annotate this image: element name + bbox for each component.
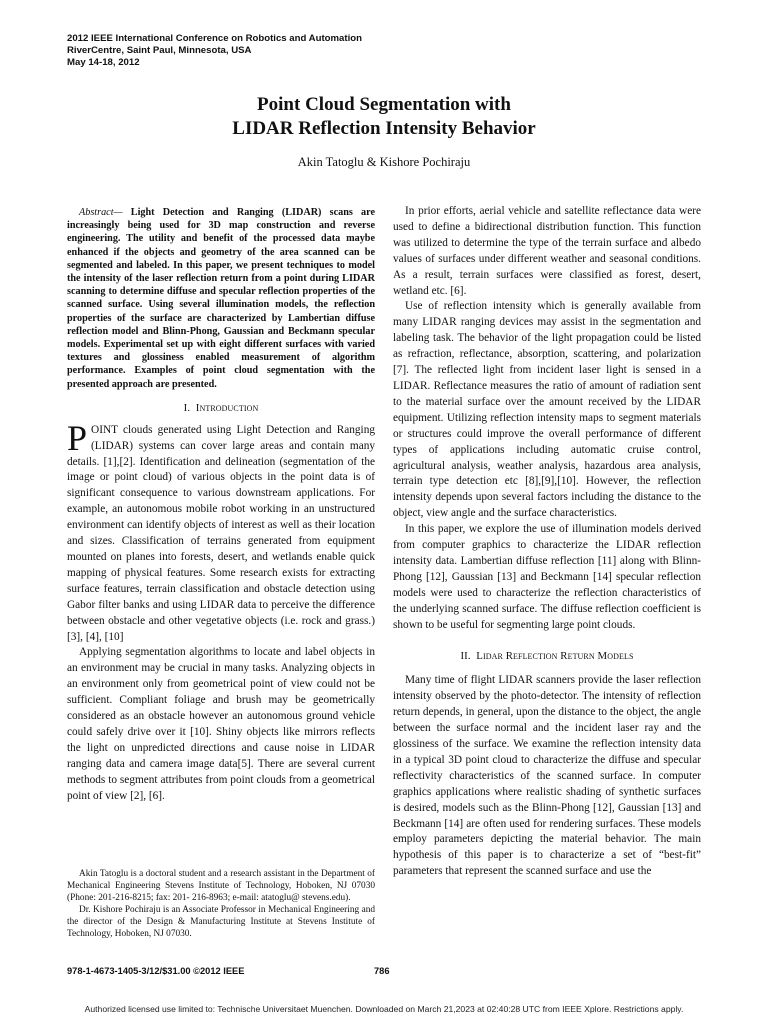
license-notice: Authorized licensed use limited to: Technische Universitaet Muenchen. Downloaded on March 21,2023 at 02:40:28 UTC from IEEE Xplore. Restrictions apply. xyxy=(84,1004,684,1014)
right-paragraph-2: Use of reflection intensity which is generally available from many LIDAR ranging devices may assist in the segmentation and labeling task. The behavior of the light propagation could be listed as refraction, reflectance, absorption, scattering, and polarization [7]. The reflected light from incident laser light is sensed in a LIDAR. Reflectance measures the ratio of amount of radiation sent to the material surface over the amount received by the LIDAR equipment. Utilizing reflection intensity maps to segment materials or structures could improve the overall performance of different types of applications including automatic cruise control, agricultural analysis, weather analysis, hazardous area analysis, terrain type detection etc [8],[9],[10]. However, the reflection intensity depends upon several factors including the distance to the object, view angle and the surface characteristics. xyxy=(393,300,701,520)
right-column xyxy=(393,204,701,880)
conference-name: 2012 IEEE International Conference on Robotics and Automation xyxy=(67,33,362,44)
section-heading-introduction xyxy=(67,401,375,417)
conference-header xyxy=(67,33,362,69)
section-title: Lidar Reflection Return Models xyxy=(476,650,634,663)
paper-title-line2: LIDAR Reflection Intensity Behavior xyxy=(232,118,536,139)
right-paragraph-1: In prior efforts, aerial vehicle and satellite reflectance data were used to define a bidirectional distribution function. This function was utilized to determine the type of the terrain surface and albedo values of surfaces under different weather and seasonal conditions. As a result, terrain surfaces were classified as forest, desert, wetland etc. [6]. xyxy=(393,205,701,297)
right-paragraph-3: In this paper, we explore the use of illumination models derived from computer graphics to characterize the LIDAR reflection intensity data. Lambertian diffuse reflection [11] along with Blinn-Phong [12], Gaussian [13] and Beckmann [14] specular reflection models were used to characterize the reflection characteristics of the underlying scanned surface. The diffuse reflection coefficient is shown to be useful for segmenting large point clouds. xyxy=(393,523,701,631)
page-number: 786 xyxy=(374,966,390,976)
conference-dates: May 14-18, 2012 xyxy=(67,57,140,68)
authors: Akin Tatoglu & Kishore Pochiraju xyxy=(297,155,471,169)
right-paragraph-4: Many time of flight LIDAR scanners provide the laser reflection intensity observed by the photo-detector. The intensity of reflection return depends, in general, upon the distance to the object, the angle between the surface normal and the incident laser ray and the glossiness of the surface. We examine the reflection intensity data in a typical 3D point cloud to characterize the diffuse and specular reflectivity characteristics of the scanned surface. In computer graphics applications where realistic shading of synthetic surfaces is desired, models such as the Blinn-Phong [12], Gaussian [13] and Beckmann [14] are often used for rendering surfaces. These models employ parameters depicting the material behavior. The main hypothesis of this paper is to characterize a set of “best-fit” parameters that represent the scanned surface and use the xyxy=(393,674,701,878)
paper-title-line1: Point Cloud Segmentation with xyxy=(257,94,511,115)
left-column xyxy=(67,206,375,805)
paper-title xyxy=(0,93,768,141)
footnote-author-1: Akin Tatoglu is a doctoral student and a research assistant in the Department of Mechanical Engineering Stevens Institute of Technology, Hoboken, NJ 07030 (Phone: 201-216-8215; fax: 201- 216-8963; e-mail: atatoglu@ stevens.edu). xyxy=(67,869,375,903)
drop-cap: P xyxy=(67,417,88,458)
section-number: II. xyxy=(460,650,471,663)
abstract-lead: Abstract— xyxy=(79,207,123,218)
footnote-author-2: Dr. Kishore Pochiraju is an Associate Professor in Mechanical Engineering and the director of the Design & Manufacturing Institute at Stevens Institute of Technology, Hoboken, NJ 07030. xyxy=(67,905,375,939)
conference-venue: RiverCentre, Saint Paul, Minnesota, USA xyxy=(67,45,252,56)
footnotes xyxy=(67,868,375,940)
isbn-copyright: 978-1-4673-1405-3/12/$31.00 ©2012 IEEE xyxy=(67,966,245,976)
section-title: Introduction xyxy=(195,401,259,414)
section-number: I. xyxy=(183,401,191,414)
section-heading-models xyxy=(393,649,701,665)
intro-paragraph-2: Applying segmentation algorithms to locate and label objects in an environment may be crucial in many tasks. Analyzing objects in an environment only from geometrical point of view could not be sufficient. Compliant foliage and brush may be geometrically considered as an obstacle however an autonomous ground vehicle could safely drive over it [10]. Shiny objects like mirrors reflects the light on unpredicted directions and cause noise in LIDAR ranging data and camera image data[5]. There are several current methods to segment attributes from point clouds from a geometrical point of view [2], [6]. xyxy=(67,646,375,802)
intro-paragraph-1-text: OINT clouds generated using Light Detection and Ranging (LIDAR) systems can cover large areas and contain many details. [1],[2]. Identification and delineation (segmentation of the image or point cloud) of various objects in the point data is of significant consequence to various downstream applications. For example, an autonomous mobile robot working in an unstructured environment can identify objects of interest as well as their location and sizes. Classification of terrains generated from equipment mounted on planes into forests, desert, and wetlands enable quick mapping of physical features. Some research exists for extracting surface features, terrain classification and obstacle detection using Gabor filter banks and using LIDAR data to perceive the difference between obstacle and other vegetative objects (i.e. rock and grass.) [3], [4], [10] xyxy=(67,423,375,643)
intro-paragraph-1 xyxy=(67,417,375,646)
abstract xyxy=(67,206,375,391)
abstract-text: Light Detection and Ranging (LIDAR) scans are increasingly being used for 3D map construction and reverse engineering. The utility and benefit of the processed data maybe enhanced if the objects and geometry of the area scanned can be segmented and labeled. In this paper, we present techniques to model the intensity of the laser reflection return from a point during LIDAR scanning to determine diffuse and specular reflection properties of the scanned surface. Using several illumination models, the reflection properties of the surface are characterized by Lambertian diffuse reflection model and Blinn-Phong, Gaussian and Beckmann specular models. Experimental set up with eight different surfaces with varied textures and glossiness enabled measurement of algorithm performance. Examples of point cloud segmentation with the presented approach are presented. xyxy=(67,207,375,390)
